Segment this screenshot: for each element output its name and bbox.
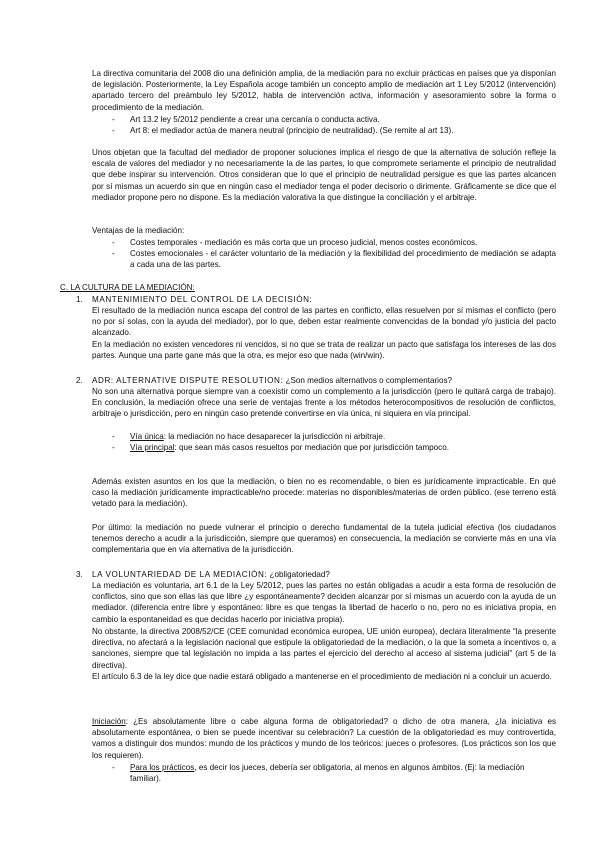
term-text: , es decir los jueces, debería ser obligatoria, al menos en algunos ámbitos. (Ej: la mediación familiar). (130, 763, 525, 784)
item3-heading: LA VOLUNTARIEDAD DE LA MEDIACIÓN: (92, 570, 268, 579)
item3-heading-line (92, 569, 556, 580)
item1-heading: MANTENIMIENTO DEL CONTROL DE LA DECISIÓN: (92, 295, 313, 304)
dash-bullet: - (112, 432, 115, 441)
dash-bullet: - (112, 238, 115, 247)
item2-question: ¿Son medios alternativos o complementarios? (285, 376, 453, 385)
initiation-paragraph (92, 716, 556, 761)
ventajas-heading: Ventajas de la mediación: (92, 226, 185, 235)
term-label: Iniciación (92, 717, 126, 726)
term-text: : la mediación no hace desaparecer la jurisdicción ni arbitraje. (163, 432, 386, 441)
list-item-text: Art 13.2 ley 5/2012 pendiente a crear una cercanía o conducta activa. (130, 115, 380, 124)
list-item (112, 248, 556, 270)
list-number: 2. (76, 376, 83, 385)
item1-paragraph: El resultado de la mediación nunca escapa del control de las partes en conflicto, ellas resuelven por sí mismas el conflicto (pero no por sí solas, con la ayuda del mediador), por lo que, deben estar realmente convencidas de la bondad y/o justicia del pacto alcanzado. (92, 306, 556, 338)
term-text: : ¿Es absolutamente libre o cabe alguna forma de obligatoriedad? o dicho de otra manera, ¿la iniciativa es absolutamente espontánea, o bien se puede incentivar su celebración? La cuestión de la obligatoriedad es muy controvertida, vamos a distinguir dos mundos: mundo de los prácticos y mundo de los teóricos: jueces o profesores. (Los prácticos son los que los requieren). (92, 717, 556, 760)
list-item (112, 125, 556, 136)
list-item (112, 114, 556, 125)
item2-paragraph: No son una alternativa porque siempre van a coexistir como un complemento a la jurisdicción (pero le quitará carga de trabajo). En conclusión, la mediación ofrece una serie de ventajas frente a los métodos heterocompositivos de resolución de conflictos, arbitraje o jurisdicción, pero en ningún caso pretende convertirse en vía única, ni siquiera en vía principal. (92, 387, 556, 419)
section-title: C. LA CULTURA DE LA MEDIACIÓN: (60, 283, 195, 292)
item3-paragraph: No obstante, la directiva 2008/52/CE (CEE comunidad económica europea, UE unión europea), declara literalmente “la presente directiva, no afectará a la legislación nacional que estipule la obligatoriedad de la mediación, o la que la someta a incentivos o, a sanciones, siempre que tal legislación no impida a las partes el ejercicio del derecho al acceso al sistema judicial” (art 5 de la directiva). (92, 627, 556, 670)
list-item-text (130, 442, 556, 453)
term-label: Vía principal (130, 443, 175, 452)
term-label: Vía única (130, 432, 164, 441)
list-item (112, 431, 556, 442)
list-item-text: Costes temporales - mediación es más corta que un proceso judicial, menos costes económicos. (130, 238, 478, 247)
neutrality-paragraph: Unos objetan que la facultad del mediador de proponer soluciones implica el riesgo de que la alternativa de solución refleje la escala de valores del mediador y no necesariamente la de las partes, lo que compromete seriamente el principio de neutralidad que debe inspirar su intervención. Otros consideran que lo que el principio de neutralidad persigue es que las partes alcancen por sí mismas un acuerdo sin que en ningún caso el mediador tenga el poder decisorio o dirimente. Gráficamente se dice que el mediador propone pero no dispone. Es la mediación valorativa la que distingue la conciliación y el arbitraje. (92, 148, 556, 202)
item1-paragraph: En la mediación no existen vencedores ni vencidos, si no que se trata de realizar un pacto que satisfaga los intereses de las dos partes. Aunque una parte gane más que la otra, es mejor eso que nada (win/win). (92, 340, 556, 361)
list-item-text (130, 762, 556, 784)
item2-paragraph: Además existen asuntos en los que la mediación, o bien no es recomendable, o bien es jurídicamente impracticable. En qué caso la mediación jurídicamente impracticable/no procede: materias no disponibles/materias de orden público. (ese terreno está vetado para la mediación). (92, 477, 556, 509)
term-label: Para los prácticos (130, 763, 195, 772)
item3-paragraph: La mediación es voluntaria, art 6.1 de la Ley 5/2012, pues las partes no están obligadas a acudir a esta forma de resolución de conflictos, sino que son ellas las que libre ¿y espontáneamente? deciden alcanzar por sí mismas un acuerdo con la ayuda de un mediador. (diferencia entre libre y espontáneo: libre es que tengas la libertad de hacerlo o no, pero no es iniciativa propia, en cambio la espontaneidad es que decidas hacerlo por iniciativa propia). (92, 581, 556, 624)
dash-bullet: - (112, 763, 115, 772)
intro-paragraph: La directiva comunitaria del 2008 dio una definición amplia, de la mediación para no excluir prácticas en países que ya disponían de legislación. Posteriormente, la Ley Española acoge también un concepto amplio de mediación art 1 Ley 5/2012 (intervención) apartado tercero del preámbulo ley 5/2012, habla de intervención activa, información y asesoramiento sobre la forma o procedimiento de la mediación. (92, 69, 556, 112)
dash-bullet: - (112, 249, 115, 258)
list-item (112, 762, 556, 784)
list-item-text (130, 431, 556, 442)
list-number: 1. (76, 295, 83, 304)
list-item (112, 237, 556, 248)
list-item-text: Costes emocionales - el carácter voluntario de la mediación y la flexibilidad del procedimiento de mediación se adapta a cada una de las partes. (130, 249, 556, 270)
dash-bullet: - (112, 115, 115, 124)
item3-paragraph: El artículo 6.3 de la ley dice que nadie estará obligado a mantenerse en el procedimiento de mediación ni a concluir un acuerdo. (92, 672, 552, 681)
term-text: : que sean más casos resueltos por mediación que por jurisdicción tampoco. (174, 443, 449, 452)
item2-heading-line (92, 375, 556, 386)
item3-question: ¿obligatoriedad? (269, 570, 330, 579)
item2-paragraph: Por último: la mediación no puede vulnerar el principio o derecho fundamental de la tutela judicial efectiva (los ciudadanos tenemos derecho a acudir a la jurisdicción, siempre que queramos) en consecuencia, la mediación se convierte más en una vía complementaria que en vía alternativa de la jurisdicción. (92, 523, 556, 555)
item2-heading: ADR: ALTERNATIVE DISPUTE RESOLUTION: (92, 376, 284, 385)
list-number: 3. (76, 570, 83, 579)
list-item (112, 442, 556, 453)
dash-bullet: - (112, 443, 115, 452)
list-item-text: Art 8: el mediador actúa de manera neutral (principio de neutralidad). (Se remite al art 13). (130, 126, 454, 135)
dash-bullet: - (112, 126, 115, 135)
